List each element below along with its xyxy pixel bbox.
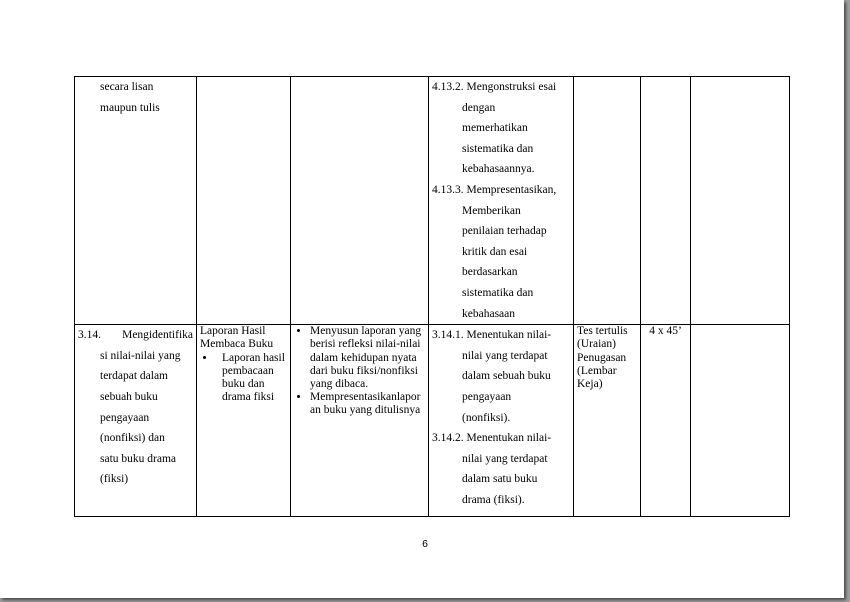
indicator-text: Menentukan nilai-	[466, 329, 552, 342]
table-row	[75, 77, 790, 325]
kegiatan-cell	[291, 77, 429, 325]
kd-cell	[75, 77, 197, 325]
indicator-line: dalam sebuah buku	[462, 370, 551, 383]
sumber-cell	[691, 325, 790, 517]
kd-line: terdapat dalam	[100, 370, 169, 383]
penilaian-cell	[574, 325, 641, 517]
penilaian-cell	[574, 77, 641, 325]
indicator-item	[432, 325, 570, 428]
syllabus-table	[74, 76, 790, 517]
indicator-number: 4.13.2.	[432, 81, 464, 93]
indicator-item	[432, 77, 570, 180]
materi-item: • Laporan hasil pembacaan buku dan drama fiksi	[216, 352, 287, 405]
indicator-line: nilai yang terdapat	[462, 349, 548, 362]
kd-line: maupun tulis	[100, 101, 160, 114]
kd-text: Mengidentifika	[122, 329, 193, 342]
kd-line: pengayaan	[100, 411, 150, 424]
indicator-line: dalam satu buku	[462, 473, 538, 486]
indicator-text: Mempresentasikan,	[466, 183, 557, 196]
alokasi-cell	[641, 325, 691, 517]
page-number: 6	[422, 538, 428, 550]
indicator-item	[432, 180, 570, 324]
materi-title: Laporan Hasil Membaca Buku	[200, 325, 274, 351]
kegiatan-cell	[291, 325, 429, 517]
indicator-number: 3.14.2.	[432, 432, 464, 445]
indicator-line: kritik dan esai	[462, 245, 528, 258]
indicator-cell	[429, 77, 574, 325]
indicator-line: drama (fiksi).	[462, 493, 525, 506]
indicator-line: pengayaan	[462, 390, 512, 403]
table-row	[75, 325, 790, 517]
indicator-line: nilai yang terdapat	[462, 452, 548, 465]
kd-line: (fiksi)	[100, 473, 129, 486]
indicator-line: memerhatikan	[462, 122, 528, 135]
kd-line: satu buku drama	[100, 452, 177, 465]
indicator-line: penilaian terhadap	[462, 225, 547, 238]
materi-cell	[197, 77, 291, 325]
indicator-line: kebahasaan	[462, 307, 515, 320]
kd-number: 3.14.	[78, 329, 101, 342]
alokasi-text: 4 x 45’	[649, 325, 682, 338]
alokasi-cell	[641, 77, 691, 325]
kd-line: si nilai-nilai yang	[100, 349, 181, 362]
indicator-line: sistematika dan	[462, 142, 534, 155]
indicator-line: sistematika dan	[462, 286, 534, 299]
indicator-line: kebahasaannya.	[462, 163, 535, 176]
indicator-line: dengan	[462, 101, 496, 114]
sumber-cell	[691, 77, 790, 325]
indicator-number: 4.13.3.	[432, 183, 464, 196]
kd-line: sebuah buku	[100, 390, 158, 403]
indicator-line: berdasarkan	[462, 266, 518, 279]
indicator-line: (nonfiksi).	[462, 411, 511, 424]
indicator-item	[432, 428, 570, 510]
kegiatan-item: • Mempresentasikanlaporan buku yang ditulisnya	[310, 391, 425, 417]
indicator-text: Menentukan nilai-	[466, 432, 552, 445]
kegiatan-item: • Menyusun laporan yang berisi refleksi nilai-nilai dalam kehidupan nyata dari buku fiksi/nonfiksi yang dibaca.	[310, 325, 425, 391]
penilaian-text: Tes tertulis (Uraian) Penugasan (Lembar Keja)	[577, 325, 628, 390]
kd-line: secara lisan	[100, 81, 154, 93]
materi-cell	[197, 325, 291, 517]
indicator-text: Mengonstruksi esai	[466, 81, 557, 93]
kd-line: (nonfiksi) dan	[100, 432, 165, 445]
kd-cell	[75, 325, 197, 517]
indicator-number: 3.14.1.	[432, 329, 464, 342]
indicator-cell	[429, 325, 574, 517]
indicator-line: Memberikan	[462, 204, 521, 217]
